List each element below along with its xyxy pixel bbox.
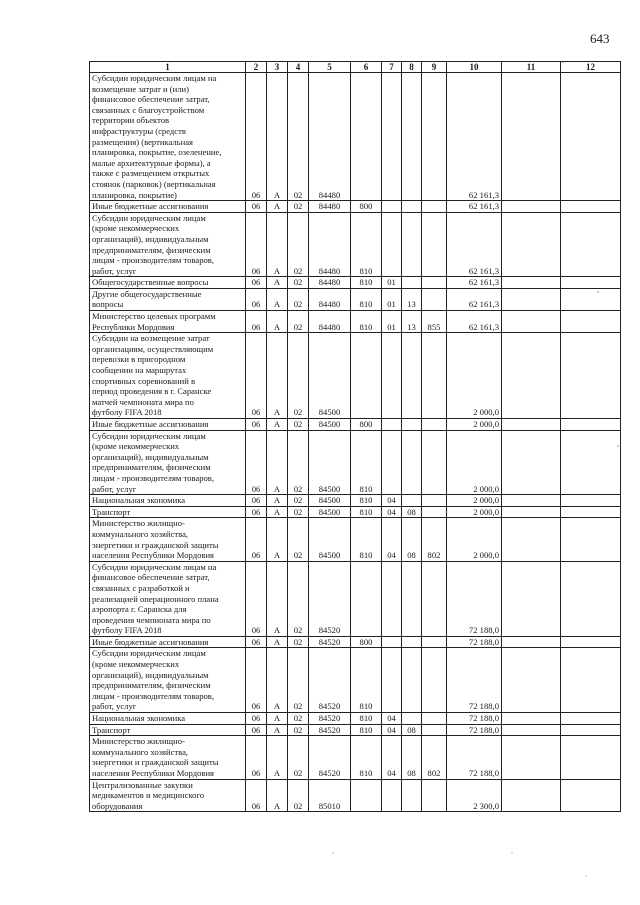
table-body <box>90 73 621 812</box>
cell-section: 06 <box>246 277 267 289</box>
cell-subprogram: 02 <box>288 495 309 507</box>
cell-amount: 72 188,0 <box>447 736 502 779</box>
cell-program: А <box>267 506 288 518</box>
cell-amount-3 <box>561 73 621 201</box>
cell-section: 06 <box>246 495 267 507</box>
cell-name: Субсидии юридическим лицам (кроме некоммерческих организаций), индивидуальным предпринимателям, физическим лицам - производителям товаров, работ, услуг <box>90 430 246 495</box>
table-row <box>90 561 621 636</box>
table-row <box>90 636 621 648</box>
table-row <box>90 713 621 725</box>
cell-name: Национальная экономика <box>90 495 246 507</box>
cell-subprogram: 02 <box>288 561 309 636</box>
cell-amount-2 <box>502 419 561 431</box>
cell-name: Иные бюджетные ассигнования <box>90 201 246 213</box>
cell-subprogram: 02 <box>288 311 309 333</box>
cell-ministry <box>422 506 447 518</box>
cell-amount-3 <box>561 288 621 310</box>
cell-subprogram: 02 <box>288 636 309 648</box>
cell-direction: 84500 <box>309 518 351 561</box>
cell-ministry <box>422 713 447 725</box>
cell-amount-3 <box>561 779 621 812</box>
cell-program: А <box>267 277 288 289</box>
table-row <box>90 736 621 779</box>
cell-direction: 84500 <box>309 506 351 518</box>
cell-subdivision <box>402 73 422 201</box>
cell-expense-type: 810 <box>351 212 382 277</box>
cell-expense-type: 810 <box>351 430 382 495</box>
cell-amount-2 <box>502 506 561 518</box>
cell-ministry <box>422 73 447 201</box>
cell-section: 06 <box>246 506 267 518</box>
cell-amount-3 <box>561 713 621 725</box>
cell-subprogram: 02 <box>288 288 309 310</box>
cell-program: А <box>267 713 288 725</box>
cell-amount-3 <box>561 201 621 213</box>
cell-section: 06 <box>246 779 267 812</box>
cell-amount-3 <box>561 506 621 518</box>
cell-name: Министерство жилищно- коммунального хозяйства, энергетики и гражданской защиты населения Республики Мордовия <box>90 518 246 561</box>
cell-ministry <box>422 495 447 507</box>
cell-program: А <box>267 73 288 201</box>
cell-direction: 84520 <box>309 561 351 636</box>
cell-division <box>382 212 402 277</box>
cell-expense-type: 810 <box>351 311 382 333</box>
cell-amount-2 <box>502 212 561 277</box>
table-row <box>90 648 621 713</box>
cell-program: А <box>267 779 288 812</box>
cell-amount-2 <box>502 495 561 507</box>
cell-amount-2 <box>502 736 561 779</box>
cell-program: А <box>267 311 288 333</box>
cell-name: Национальная экономика <box>90 713 246 725</box>
cell-division: 04 <box>382 506 402 518</box>
cell-division <box>382 419 402 431</box>
cell-amount: 2 000,0 <box>447 333 502 419</box>
col-header: 10 <box>447 62 502 73</box>
cell-expense-type <box>351 779 382 812</box>
budget-table <box>89 61 621 812</box>
cell-program: А <box>267 518 288 561</box>
cell-amount: 72 188,0 <box>447 636 502 648</box>
cell-section: 06 <box>246 724 267 736</box>
cell-amount-3 <box>561 561 621 636</box>
cell-direction: 84520 <box>309 724 351 736</box>
cell-ministry <box>422 724 447 736</box>
cell-name: Министерство целевых программ Республики Мордовия <box>90 311 246 333</box>
cell-subprogram: 02 <box>288 779 309 812</box>
cell-amount-3 <box>561 430 621 495</box>
cell-subdivision <box>402 201 422 213</box>
cell-direction: 84520 <box>309 648 351 713</box>
table-row <box>90 212 621 277</box>
cell-ministry <box>422 430 447 495</box>
cell-section: 06 <box>246 561 267 636</box>
cell-expense-type: 810 <box>351 506 382 518</box>
cell-amount-2 <box>502 201 561 213</box>
cell-subdivision <box>402 648 422 713</box>
cell-subdivision <box>402 212 422 277</box>
cell-section: 06 <box>246 212 267 277</box>
cell-name: Субсидии юридическим лицам (кроме некоммерческих организаций), индивидуальным предпринимателям, физическим лицам - производителям товаров, работ, услуг <box>90 212 246 277</box>
cell-subprogram: 02 <box>288 518 309 561</box>
cell-ministry <box>422 288 447 310</box>
page-number: 643 <box>590 31 610 46</box>
cell-amount-2 <box>502 518 561 561</box>
cell-amount-3 <box>561 419 621 431</box>
cell-subdivision <box>402 419 422 431</box>
cell-program: А <box>267 561 288 636</box>
cell-direction: 84520 <box>309 713 351 725</box>
cell-expense-type: 800 <box>351 201 382 213</box>
cell-name: Субсидии юридическим лицам на возмещение затрат и (или) финансовое обеспечение затрат, связанных с благоустройством территории объектов инфраструктуры (средств размещения) (вертикальная планировка, покрытие, озеленение, малые архитектурные формы), а также с размещением открытых стоянок (парковок) (вертикальная планировка, покрытие) <box>90 73 246 201</box>
cell-amount-3 <box>561 212 621 277</box>
cell-division: 01 <box>382 311 402 333</box>
cell-subprogram: 02 <box>288 430 309 495</box>
cell-subprogram: 02 <box>288 713 309 725</box>
cell-expense-type: 810 <box>351 713 382 725</box>
cell-name: Иные бюджетные ассигнования <box>90 636 246 648</box>
cell-subdivision <box>402 495 422 507</box>
cell-amount: 62 161,3 <box>447 201 502 213</box>
col-header: 8 <box>402 62 422 73</box>
table-row <box>90 73 621 201</box>
cell-subprogram: 02 <box>288 506 309 518</box>
cell-amount-3 <box>561 724 621 736</box>
cell-amount-2 <box>502 277 561 289</box>
cell-amount-3 <box>561 333 621 419</box>
cell-subprogram: 02 <box>288 201 309 213</box>
table-row <box>90 779 621 812</box>
cell-subdivision <box>402 636 422 648</box>
cell-expense-type: 810 <box>351 277 382 289</box>
col-header: 11 <box>502 62 561 73</box>
cell-name: Министерство жилищно- коммунального хозяйства, энергетики и гражданской защиты населения Республики Мордовия <box>90 736 246 779</box>
table-row <box>90 724 621 736</box>
cell-amount-3 <box>561 736 621 779</box>
cell-amount-2 <box>502 561 561 636</box>
cell-program: А <box>267 288 288 310</box>
cell-amount-2 <box>502 779 561 812</box>
cell-ministry <box>422 648 447 713</box>
cell-section: 06 <box>246 518 267 561</box>
cell-direction: 84500 <box>309 495 351 507</box>
cell-section: 06 <box>246 419 267 431</box>
table-row <box>90 518 621 561</box>
table-row <box>90 430 621 495</box>
cell-expense-type <box>351 333 382 419</box>
col-header: 12 <box>561 62 621 73</box>
cell-direction: 84500 <box>309 430 351 495</box>
cell-program: А <box>267 333 288 419</box>
col-header: 4 <box>288 62 309 73</box>
cell-amount: 72 188,0 <box>447 724 502 736</box>
cell-subprogram: 02 <box>288 736 309 779</box>
cell-section: 06 <box>246 430 267 495</box>
col-header: 2 <box>246 62 267 73</box>
cell-direction: 84480 <box>309 277 351 289</box>
cell-division <box>382 636 402 648</box>
cell-amount-2 <box>502 288 561 310</box>
cell-direction: 84500 <box>309 333 351 419</box>
cell-program: А <box>267 495 288 507</box>
cell-direction: 84480 <box>309 311 351 333</box>
cell-division: 01 <box>382 288 402 310</box>
cell-expense-type: 810 <box>351 495 382 507</box>
cell-name: Централизованные закупки медикаментов и медицинского оборудования <box>90 779 246 812</box>
cell-program: А <box>267 724 288 736</box>
cell-direction: 85010 <box>309 779 351 812</box>
cell-expense-type: 810 <box>351 648 382 713</box>
cell-section: 06 <box>246 288 267 310</box>
cell-subdivision <box>402 277 422 289</box>
table-row <box>90 506 621 518</box>
cell-direction: 84520 <box>309 736 351 779</box>
cell-amount-2 <box>502 648 561 713</box>
cell-division: 04 <box>382 724 402 736</box>
cell-subdivision <box>402 561 422 636</box>
cell-division <box>382 73 402 201</box>
cell-ministry: 802 <box>422 736 447 779</box>
cell-section: 06 <box>246 636 267 648</box>
cell-ministry <box>422 212 447 277</box>
table-row <box>90 419 621 431</box>
cell-ministry <box>422 779 447 812</box>
cell-amount-3 <box>561 518 621 561</box>
table-row <box>90 311 621 333</box>
cell-name: Транспорт <box>90 506 246 518</box>
cell-amount-2 <box>502 713 561 725</box>
cell-name: Общегосударственные вопросы <box>90 277 246 289</box>
cell-section: 06 <box>246 311 267 333</box>
cell-amount: 62 161,3 <box>447 288 502 310</box>
cell-subdivision <box>402 779 422 812</box>
cell-name: Транспорт <box>90 724 246 736</box>
cell-subdivision: 13 <box>402 311 422 333</box>
cell-amount-3 <box>561 277 621 289</box>
cell-name: Иные бюджетные ассигнования <box>90 419 246 431</box>
cell-ministry <box>422 636 447 648</box>
cell-expense-type: 800 <box>351 419 382 431</box>
col-header: 3 <box>267 62 288 73</box>
cell-amount: 2 000,0 <box>447 430 502 495</box>
cell-division: 01 <box>382 277 402 289</box>
cell-ministry: 855 <box>422 311 447 333</box>
cell-amount-2 <box>502 724 561 736</box>
cell-subdivision: 08 <box>402 724 422 736</box>
col-header: 9 <box>422 62 447 73</box>
cell-program: А <box>267 430 288 495</box>
cell-subprogram: 02 <box>288 648 309 713</box>
cell-division <box>382 561 402 636</box>
cell-program: А <box>267 636 288 648</box>
cell-subdivision: 08 <box>402 506 422 518</box>
cell-section: 06 <box>246 648 267 713</box>
cell-division <box>382 201 402 213</box>
table-row <box>90 333 621 419</box>
cell-subprogram: 02 <box>288 212 309 277</box>
cell-subdivision <box>402 430 422 495</box>
cell-amount-3 <box>561 648 621 713</box>
cell-section: 06 <box>246 73 267 201</box>
cell-amount: 2 300,0 <box>447 779 502 812</box>
col-header: 1 <box>90 62 246 73</box>
cell-ministry <box>422 419 447 431</box>
cell-program: А <box>267 419 288 431</box>
cell-subdivision: 08 <box>402 736 422 779</box>
cell-subprogram: 02 <box>288 333 309 419</box>
cell-section: 06 <box>246 736 267 779</box>
cell-amount-2 <box>502 311 561 333</box>
cell-direction: 84500 <box>309 419 351 431</box>
cell-division <box>382 333 402 419</box>
table-row <box>90 495 621 507</box>
cell-program: А <box>267 201 288 213</box>
cell-expense-type <box>351 561 382 636</box>
cell-expense-type: 810 <box>351 724 382 736</box>
cell-division: 04 <box>382 713 402 725</box>
cell-name: Другие общегосударственные вопросы <box>90 288 246 310</box>
cell-name: Субсидии юридическим лицам (кроме некоммерческих организаций), индивидуальным предпринимателям, физическим лицам - производителям товаров, работ, услуг <box>90 648 246 713</box>
cell-division: 04 <box>382 736 402 779</box>
cell-amount: 2 000,0 <box>447 506 502 518</box>
cell-section: 06 <box>246 713 267 725</box>
cell-expense-type: 810 <box>351 288 382 310</box>
cell-direction: 84520 <box>309 636 351 648</box>
cell-division: 04 <box>382 518 402 561</box>
cell-subdivision <box>402 713 422 725</box>
cell-program: А <box>267 648 288 713</box>
cell-amount: 2 000,0 <box>447 419 502 431</box>
cell-division: 04 <box>382 495 402 507</box>
cell-expense-type: 810 <box>351 736 382 779</box>
cell-ministry: 802 <box>422 518 447 561</box>
cell-amount-2 <box>502 430 561 495</box>
cell-amount: 62 161,3 <box>447 277 502 289</box>
cell-direction: 84480 <box>309 288 351 310</box>
cell-ministry <box>422 333 447 419</box>
cell-name: Субсидии на возмещение затрат организациям, осуществляющим перевозки в пригородном сообщении на маршрутах спортивных соревнований в период проведения в г. Саранске матчей чемпионата мира по футболу FIFA 2018 <box>90 333 246 419</box>
cell-section: 06 <box>246 333 267 419</box>
table-row <box>90 277 621 289</box>
cell-amount: 62 161,3 <box>447 212 502 277</box>
cell-amount: 72 188,0 <box>447 648 502 713</box>
col-header: 6 <box>351 62 382 73</box>
cell-amount: 72 188,0 <box>447 561 502 636</box>
cell-division <box>382 779 402 812</box>
cell-program: А <box>267 212 288 277</box>
cell-expense-type <box>351 73 382 201</box>
cell-amount-3 <box>561 495 621 507</box>
cell-amount: 2 000,0 <box>447 495 502 507</box>
cell-amount-3 <box>561 636 621 648</box>
cell-section: 06 <box>246 201 267 213</box>
cell-amount: 72 188,0 <box>447 713 502 725</box>
cell-direction: 84480 <box>309 201 351 213</box>
cell-subprogram: 02 <box>288 724 309 736</box>
cell-amount-3 <box>561 311 621 333</box>
cell-subdivision <box>402 333 422 419</box>
header-row <box>90 62 621 73</box>
cell-subdivision: 08 <box>402 518 422 561</box>
cell-division <box>382 648 402 713</box>
cell-expense-type: 810 <box>351 518 382 561</box>
cell-ministry <box>422 277 447 289</box>
col-header: 7 <box>382 62 402 73</box>
cell-subprogram: 02 <box>288 419 309 431</box>
table-row <box>90 288 621 310</box>
cell-direction: 84480 <box>309 73 351 201</box>
cell-amount-2 <box>502 333 561 419</box>
cell-ministry <box>422 201 447 213</box>
cell-program: А <box>267 736 288 779</box>
cell-name: Субсидии юридическим лицам на финансовое обеспечение затрат, связанных с разработкой и реализацией операционного плана аэропорта г. Саранска для проведения чемпионата мира по футболу FIFA 2018 <box>90 561 246 636</box>
cell-amount-2 <box>502 636 561 648</box>
cell-expense-type: 800 <box>351 636 382 648</box>
cell-amount-2 <box>502 73 561 201</box>
col-header: 5 <box>309 62 351 73</box>
cell-direction: 84480 <box>309 212 351 277</box>
table-row <box>90 201 621 213</box>
cell-amount: 2 000,0 <box>447 518 502 561</box>
cell-ministry <box>422 561 447 636</box>
cell-subprogram: 02 <box>288 277 309 289</box>
cell-division <box>382 430 402 495</box>
cell-subdivision: 13 <box>402 288 422 310</box>
cell-amount: 62 161,3 <box>447 311 502 333</box>
cell-subprogram: 02 <box>288 73 309 201</box>
cell-amount: 62 161,3 <box>447 73 502 201</box>
